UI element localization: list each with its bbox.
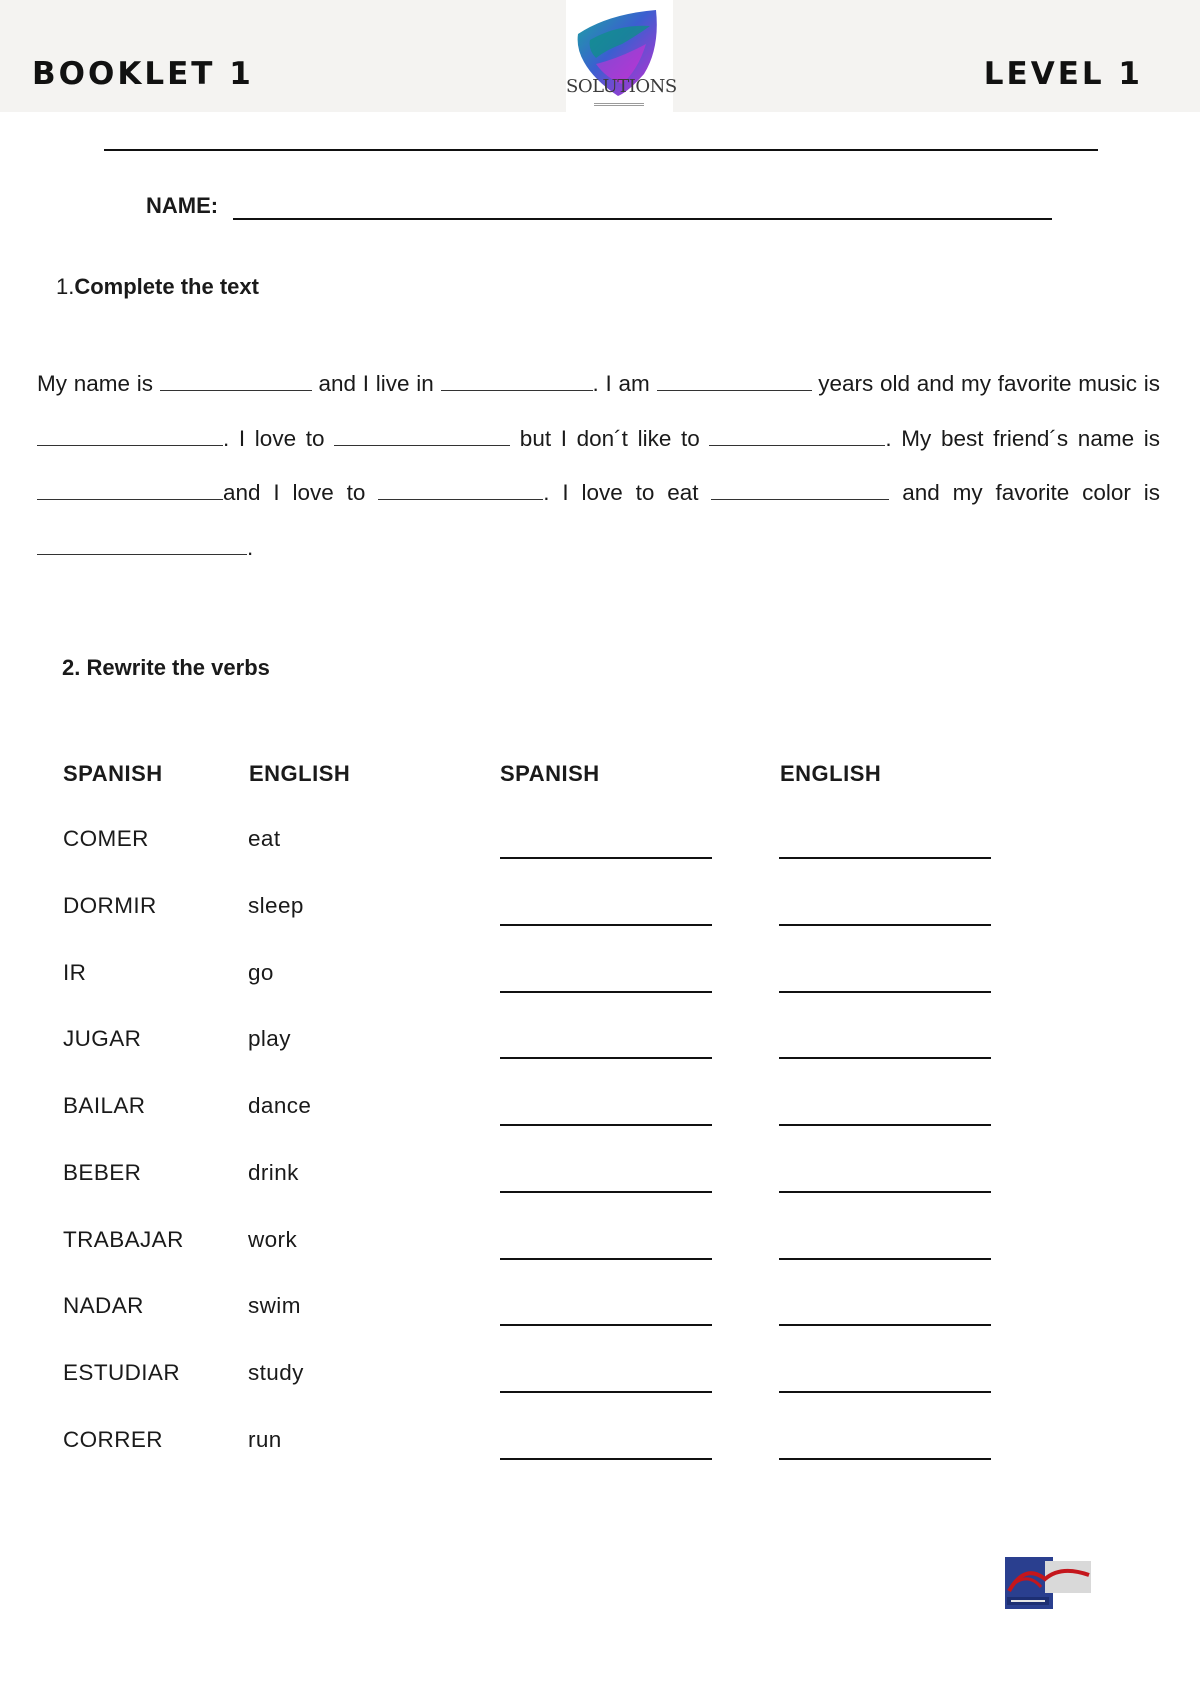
spanish-answer-line[interactable] [500,857,712,859]
text-segment: and I live in [311,371,441,396]
english-answer-line[interactable] [779,1124,991,1126]
english-answer-line[interactable] [779,1391,991,1393]
american-flag-logo-icon [1005,1557,1093,1609]
verb-english: sleep [248,893,304,918]
text-segment: . I am [592,371,657,396]
english-answer-line[interactable] [779,1258,991,1260]
verb-spanish: TRABAJAR [63,1227,184,1252]
blank-color[interactable] [37,536,247,555]
verb-english: drink [248,1160,299,1185]
spanish-answer-line[interactable] [500,1124,712,1126]
column-header-spanish-answer: SPANISH [500,761,600,786]
text-segment: years old and my favorite music is [811,371,1161,396]
spanish-answer-line[interactable] [500,924,712,926]
verb-spanish: COMER [63,826,149,851]
verb-spanish: JUGAR [63,1026,142,1051]
blank-friend[interactable] [37,481,223,500]
logo-text: SOLUTIONS [566,76,677,97]
spanish-answer-line[interactable] [500,1258,712,1260]
spanish-answer-line[interactable] [500,1458,712,1460]
verb-row [0,1093,1200,1133]
english-answer-line[interactable] [779,857,991,859]
text-segment: and I love to [223,480,379,505]
blank-food[interactable] [711,481,889,500]
booklet-title: BOOKLET 1 [32,56,254,92]
verb-row [0,1227,1200,1267]
english-answer-line[interactable] [779,924,991,926]
verb-spanish: BAILAR [63,1093,146,1118]
verb-row [0,960,1200,1000]
fill-in-paragraph [37,357,1160,575]
section1-title: Complete the text [74,274,259,299]
verb-english: study [248,1360,304,1385]
verb-row [0,1293,1200,1333]
verb-spanish: BEBER [63,1160,142,1185]
american-english-logo [1005,1557,1093,1609]
verb-row [0,1026,1200,1066]
column-header-english-answer: ENGLISH [780,761,882,786]
verb-spanish: DORMIR [63,893,157,918]
level-title: LEVEL 1 [983,56,1143,92]
column-header-english: ENGLISH [249,761,351,786]
blank-love-to[interactable] [334,427,510,446]
blank-music[interactable] [37,427,223,446]
verb-english: play [248,1026,291,1051]
spanish-answer-line[interactable] [500,1191,712,1193]
verb-english: work [248,1227,298,1252]
verb-english: eat [248,826,281,851]
section1-heading [56,274,259,300]
column-header-spanish: SPANISH [63,761,163,786]
verb-english: dance [248,1093,312,1118]
blank-age[interactable] [657,372,812,391]
english-answer-line[interactable] [779,1057,991,1059]
name-answer-line[interactable] [233,218,1052,220]
blank-love-to-2[interactable] [378,481,543,500]
verb-spanish: NADAR [63,1293,144,1318]
solutions-logo [566,0,677,112]
verb-spanish: ESTUDIAR [63,1360,180,1385]
english-answer-line[interactable] [779,1191,991,1193]
text-segment: . My best friend´s name is [885,425,1160,451]
section1-number: 1. [56,274,75,299]
verb-english: go [248,960,274,985]
spanish-answer-line[interactable] [500,991,712,993]
blank-dont-like[interactable] [709,427,885,446]
text-segment: but I don´t like to [510,425,710,451]
blank-name[interactable] [160,372,312,391]
english-answer-line[interactable] [779,1324,991,1326]
text-segment: and my favorite color is [889,480,1160,505]
verb-spanish: IR [63,960,87,985]
verb-row [0,826,1200,866]
verb-row [0,1360,1200,1400]
verb-row [0,1427,1200,1467]
text-segment: . I love to eat [543,480,712,505]
logo-tagline [594,103,644,106]
section2-heading: 2. Rewrite the verbs [62,655,270,680]
spanish-answer-line[interactable] [500,1057,712,1059]
spanish-answer-line[interactable] [500,1324,712,1326]
text-segment: My name is [37,371,160,396]
verb-english: run [248,1427,282,1452]
text-segment: . [247,534,254,560]
text-segment: . I love to [223,425,335,451]
verb-spanish: CORRER [63,1427,163,1452]
verb-row [0,893,1200,933]
verb-english: swim [248,1293,301,1318]
verb-row [0,1160,1200,1200]
name-label: NAME: [146,193,219,218]
english-answer-line[interactable] [779,1458,991,1460]
blank-city[interactable] [441,372,593,391]
spanish-answer-line[interactable] [500,1391,712,1393]
header-divider [104,149,1098,151]
english-answer-line[interactable] [779,991,991,993]
